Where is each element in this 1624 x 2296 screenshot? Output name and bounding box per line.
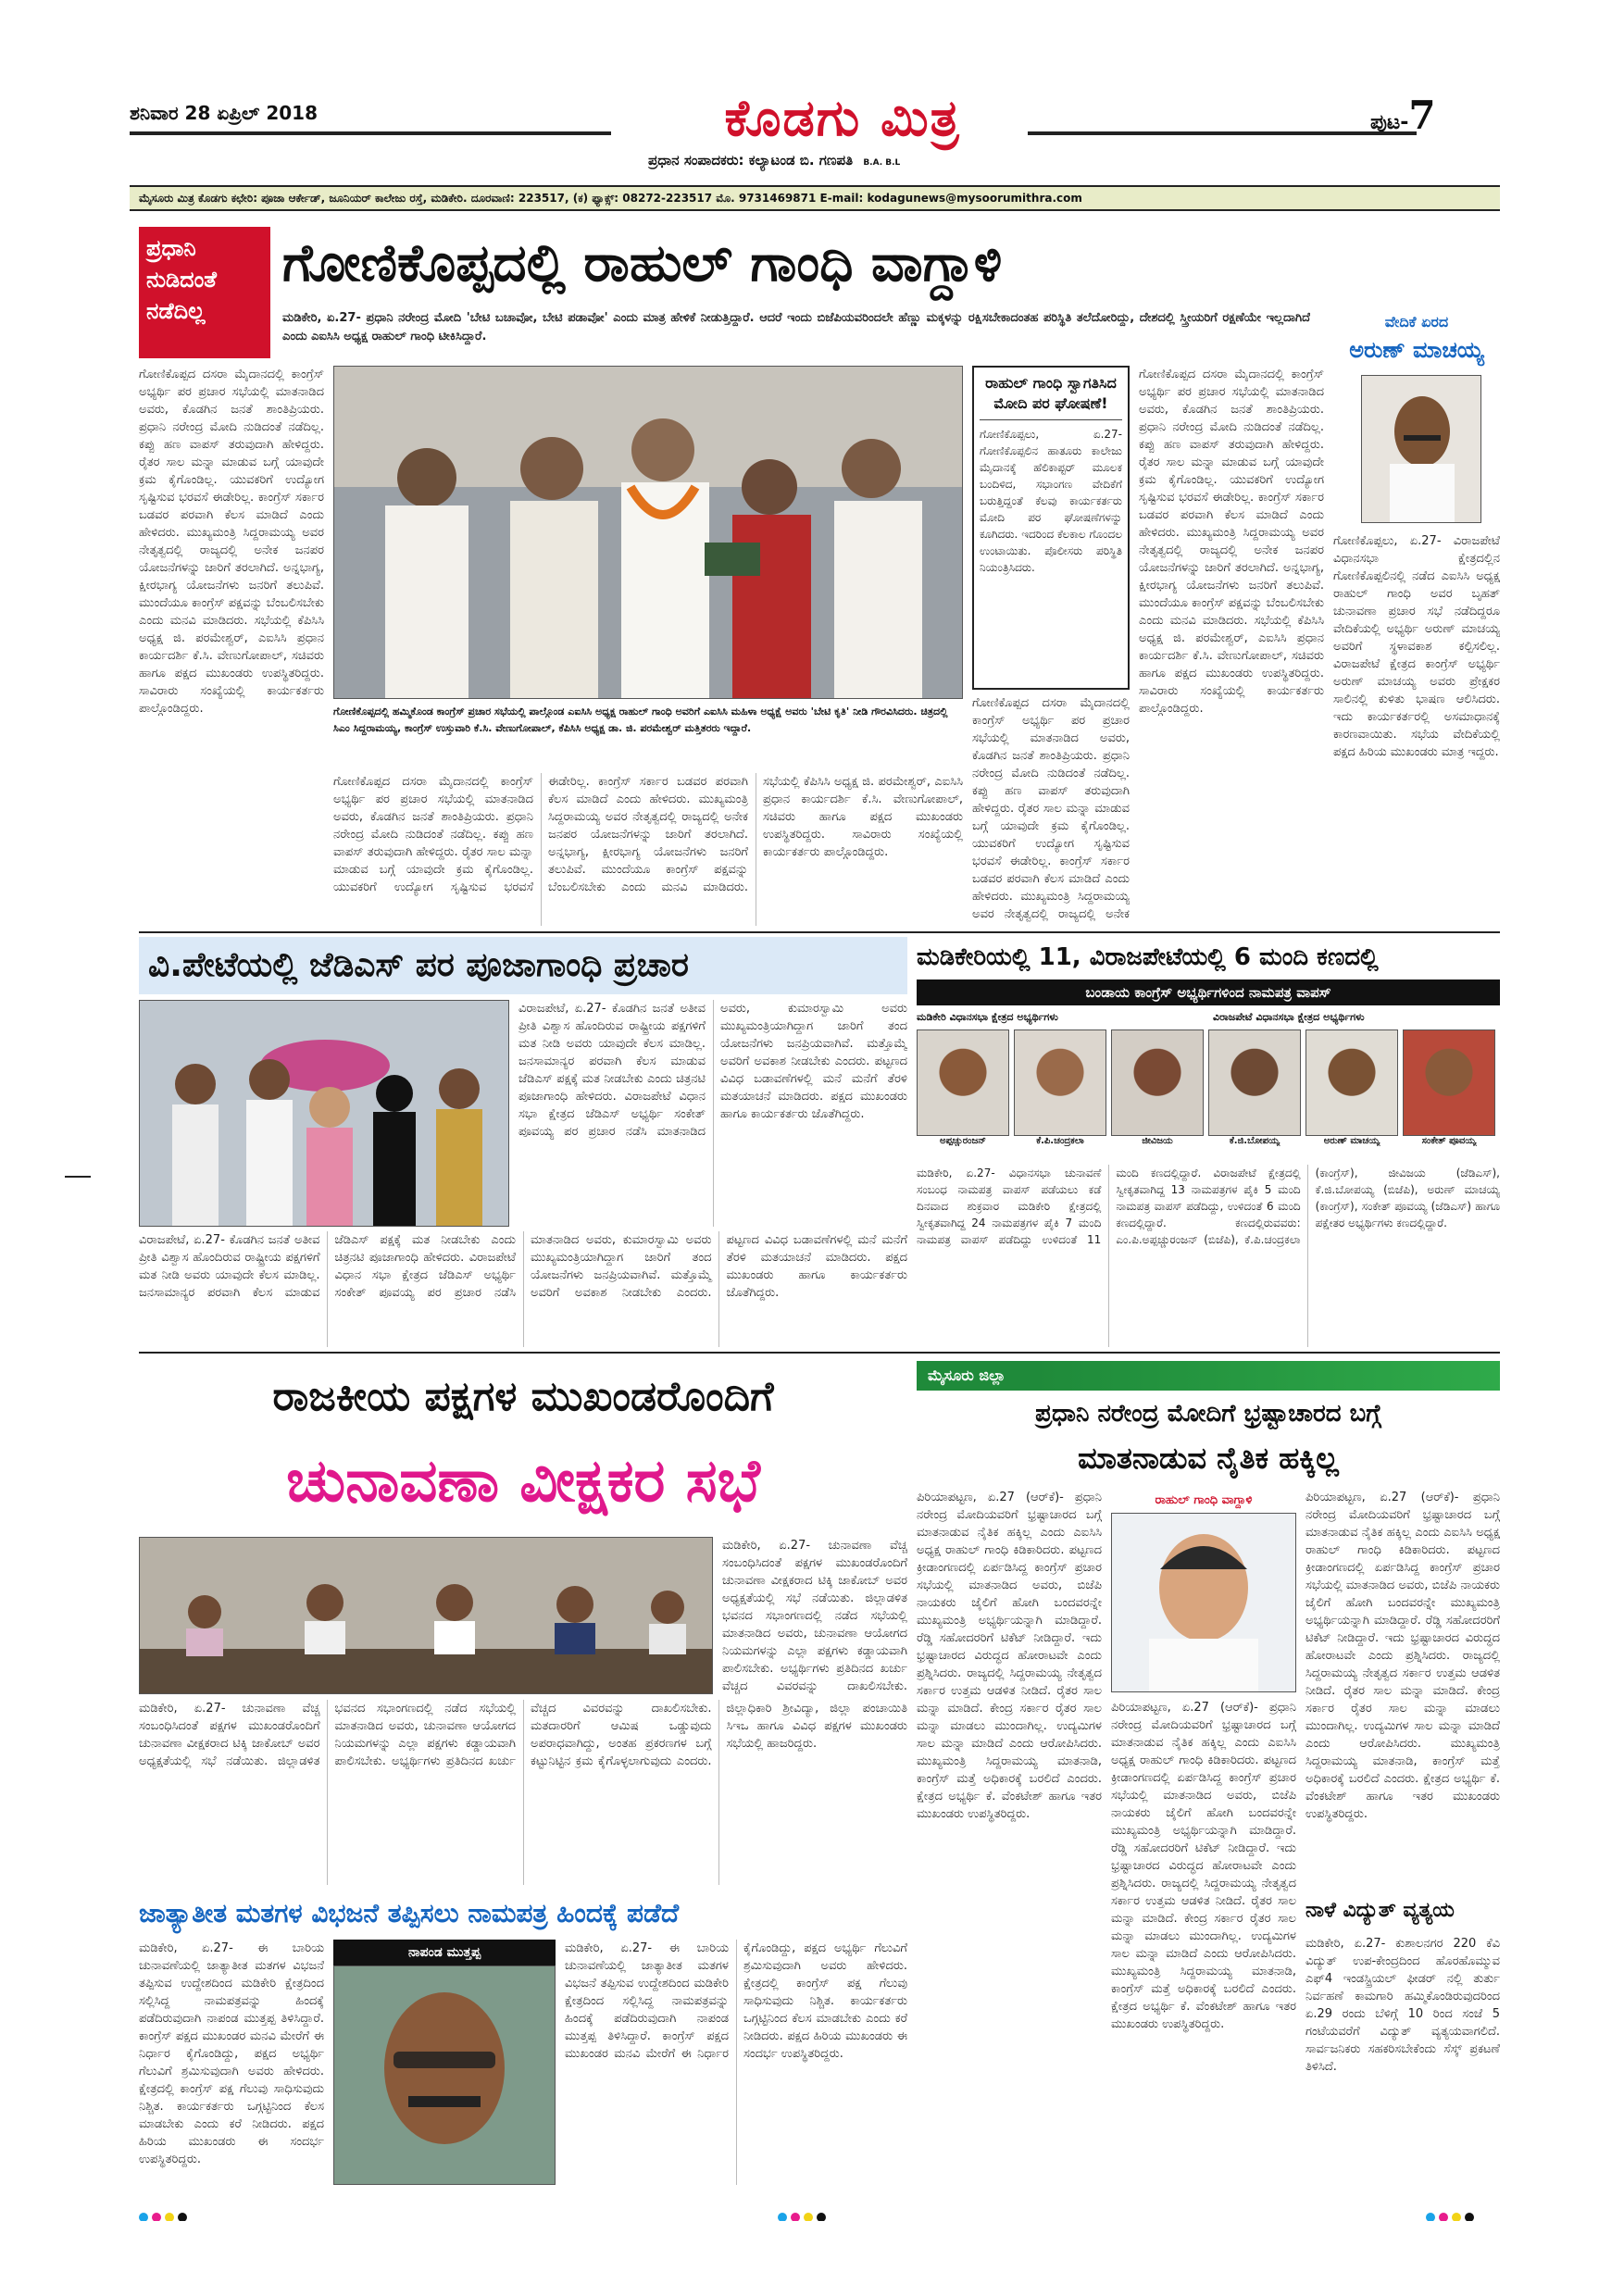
candidate-name: ಜೀವಿಜಯ	[1142, 1136, 1173, 1146]
masthead-rule-right	[1028, 131, 1417, 135]
candidate-card	[917, 1029, 1009, 1159]
observer-meeting-photo	[139, 1537, 713, 1694]
candidate-photo	[1014, 1029, 1106, 1136]
footer-marks-right	[1426, 2208, 1500, 2221]
footer-marks-center	[778, 2208, 852, 2221]
story5-body-bottom: ಮಡಿಕೇರಿ, ಏ.27- ಚುನಾವಣಾ ವೆಚ್ಚ ಸಂಬಂಧಿಸಿದಂತೆ ಪಕ್ಷಗಳ ಮುಖಂಡರೊಂದಿಗೆ ಚುನಾವಣಾ ವೀಕ್ಷಕರಾದ ಟಿಕ್ಕಿ ಜಾಕೋಬ್ ಅವರ ಅಧ್ಯಕ್ಷತೆಯಲ್ಲಿ ಸಭೆ ನಡೆಯಿತು. ಜಿಲ್ಲಾಡಳಿತ ಭವನದ ಸಭಾಂಗಣದಲ್ಲಿ ನಡೆದ ಸಭೆಯಲ್ಲಿ ಮಾತನಾಡಿದ ಅವರು, ಚುನಾವಣಾ ಆಯೋಗದ ನಿಯಮಗಳನ್ನು ಎಲ್ಲಾ ಪಕ್ಷಗಳು ಕಡ್ಡಾಯವಾಗಿ ಪಾಲಿಸಬೇಕು. ಅಭ್ಯರ್ಥಿಗಳು ಪ್ರತಿದಿನದ ಖರ್ಚು ವೆಚ್ಚದ ವಿವರವನ್ನು ದಾಖಲಿಸಬೇಕು. ಮತದಾರರಿಗೆ ಆಮಿಷ ಒಡ್ಡುವುದು ಅಪರಾಧವಾಗಿದ್ದು, ಅಂತಹ ಪ್ರಕರಣಗಳ ಬಗ್ಗೆ ಕಟ್ಟುನಿಟ್ಟಿನ ಕ್ರಮ ಕೈಗೊಳ್ಳಲಾಗುವುದು ಎಂದರು. ಜಿಲ್ಲಾಧಿಕಾರಿ ಶ್ರೀವಿದ್ಯಾ, ಜಿಲ್ಲಾ ಪಂಚಾಯಿತಿ ಸಿಇಒ ಹಾಗೂ ವಿವಿಧ ಪಕ್ಷಗಳ ಮುಖಂಡರು ಸಭೆಯಲ್ಲಿ ಹಾಜರಿದ್ದರು.	[139, 1702, 907, 1768]
story7-body-left: ಪಿರಿಯಾಪಟ್ಟಣ, ಏ.27 (ಆರ್‌ಕೆ)- ಪ್ರಧಾನಿ ನರೇಂದ್ರ ಮೋದಿಯವರಿಗೆ ಭ್ರಷ್ಟಾಚಾರದ ಬಗ್ಗೆ ಮಾತನಾಡುವ ನೈತಿಕ ಹಕ್ಕಿಲ್ಲ ಎಂದು ಎಐಸಿಸಿ ಅಧ್ಯಕ್ಷ ರಾಹುಲ್ ಗಾಂಧಿ ಕಿಡಿಕಾರಿದರು. ಪಟ್ಟಣದ ಕ್ರೀಡಾಂಗಣದಲ್ಲಿ ಏರ್ಪಡಿಸಿದ್ದ ಕಾಂಗ್ರೆಸ್ ಪ್ರಚಾರ ಸಭೆಯಲ್ಲಿ ಮಾತನಾಡಿದ ಅವರು, ಬಿಜೆಪಿ ನಾಯಕರು ಜೈಲಿಗೆ ಹೋಗಿ ಬಂದವರನ್ನೇ ಮುಖ್ಯಮಂತ್ರಿ ಅಭ್ಯರ್ಥಿಯನ್ನಾಗಿ ಮಾಡಿದ್ದಾರೆ. ರೆಡ್ಡಿ ಸಹೋದರರಿಗೆ ಟಿಕೆಟ್ ನೀಡಿದ್ದಾರೆ. ಇದು ಭ್ರಷ್ಟಾಚಾರದ ವಿರುದ್ಧದ ಹೋರಾಟವೇ ಎಂದು ಪ್ರಶ್ನಿಸಿದರು. ರಾಜ್ಯದಲ್ಲಿ ಸಿದ್ದರಾಮಯ್ಯ ನೇತೃತ್ವದ ಸರ್ಕಾರ ಉತ್ತಮ ಆಡಳಿತ ನೀಡಿದೆ. ರೈತರ ಸಾಲ ಮನ್ನಾ ಮಾಡಿದೆ. ಕೇಂದ್ರ ಸರ್ಕಾರ ರೈತರ ಸಾಲ ಮನ್ನಾ ಮಾಡಲು ಮುಂದಾಗಿಲ್ಲ. ಉದ್ಯಮಿಗಳ ಸಾಲ ಮನ್ನಾ ಮಾಡಿದೆ ಎಂದು ಆರೋಪಿಸಿದರು. ಮುಖ್ಯಮಂತ್ರಿ ಸಿದ್ದರಾಮಯ್ಯ ಮಾತನಾಡಿ, ಕಾಂಗ್ರೆಸ್ ಮತ್ತೆ ಅಧಿಕಾರಕ್ಕೆ ಬರಲಿದೆ ಎಂದರು. ಕ್ಷೇತ್ರದ ಅಭ್ಯರ್ಥಿ ಕೆ. ವೆಂಕಟೇಶ್ ಹಾಗೂ ಇತರ ಮುಖಂಡರು ಉಪಸ್ಥಿತರಿದ್ದರು.	[917, 1491, 1102, 1821]
story8-body: ಮಡಿಕೇರಿ, ಏ.27- ಕುಶಾಲನಗರ 220 ಕೆವಿ ವಿದ್ಯುತ್ ಉಪ-ಕೇಂದ್ರದಿಂದ ಹೊರಹೊಮ್ಮುವ ಎಫ್4 ಇಂಡಸ್ಟ್ರಿಯಲ್ ಫೀಡರ್ ನಲ್ಲಿ ತುರ್ತು ನಿರ್ವಹಣೆ ಕಾಮಗಾರಿ ಹಮ್ಮಿಕೊಂಡಿರುವುದರಿಂದ ಏ.29 ರಂದು ಬೆಳಿಗ್ಗೆ 10 ರಿಂದ ಸಂಜೆ 5 ಗಂಟೆಯವರೆಗೆ ವಿದ್ಯುತ್ ವ್ಯತ್ಯಯವಾಗಲಿದೆ. ಸಾರ್ವಜನಿಕರು ಸಹಕರಿಸಬೇಕೆಂದು ಸೆಸ್ಕ್ ಪ್ರಕಟಣೆ ತಿಳಿಸಿದೆ.	[1305, 1937, 1500, 2074]
candidate-card	[1111, 1029, 1204, 1159]
story5-body-right: ಮಡಿಕೇರಿ, ಏ.27- ಚುನಾವಣಾ ವೆಚ್ಚ ಸಂಬಂಧಿಸಿದಂತೆ ಪಕ್ಷಗಳ ಮುಖಂಡರೊಂದಿಗೆ ಚುನಾವಣಾ ವೀಕ್ಷಕರಾದ ಟಿಕ್ಕಿ ಜಾಕೋಬ್ ಅವರ ಅಧ್ಯಕ್ಷತೆಯಲ್ಲಿ ಸಭೆ ನಡೆಯಿತು. ಜಿಲ್ಲಾಡಳಿತ ಭವನದ ಸಭಾಂಗಣದಲ್ಲಿ ನಡೆದ ಸಭೆಯಲ್ಲಿ ಮಾತನಾಡಿದ ಅವರು, ಚುನಾವಣಾ ಆಯೋಗದ ನಿಯಮಗಳನ್ನು ಎಲ್ಲಾ ಪಕ್ಷಗಳು ಕಡ್ಡಾಯವಾಗಿ ಪಾಲಿಸಬೇಕು. ಅಭ್ಯರ್ಥಿಗಳು ಪ್ರತಿದಿನದ ಖರ್ಚು ವೆಚ್ಚದ ವಿವರವನ್ನು ದಾಖಲಿಸಬೇಕು.	[722, 1539, 907, 1693]
pooja-gandhi-photo	[139, 1000, 509, 1227]
masthead-editor	[648, 152, 1074, 174]
yellow-mark-icon	[804, 2213, 813, 2221]
cyan-mark-icon	[778, 2213, 787, 2221]
cyan-mark-icon	[139, 2213, 148, 2221]
candidate-name: ಕೆ.ಜಿ.ಬೋಪಯ್ಯ	[1229, 1136, 1280, 1146]
story2-body: ಗೋಣಿಕೊಪ್ಪಲು, ಏ.27- ವಿರಾಜಪೇಟೆ ವಿಧಾನಸಭಾ ಕ್ಷೇತ್ರದಲ್ಲಿನ ಗೋಣಿಕೊಪ್ಪಲಿನಲ್ಲಿ ನಡೆದ ಎಐಸಿಸಿ ಅಧ್ಯಕ್ಷ ರಾಹುಲ್ ಗಾಂಧಿ ಅವರ ಬೃಹತ್ ಚುನಾವಣಾ ಪ್ರಚಾರ ಸಭೆ ನಡೆದಿದ್ದರೂ ವೇದಿಕೆಯಲ್ಲಿ ಅಭ್ಯರ್ಥಿ ಅರುಣ್ ಮಾಚಯ್ಯ ಅವರಿಗೆ ಸ್ಥಳಾವಕಾಶ ಕಲ್ಪಿಸಲಿಲ್ಲ. ವಿರಾಜಪೇಟೆ ಕ್ಷೇತ್ರದ ಕಾಂಗ್ರೆಸ್ ಅಭ್ಯರ್ಥಿ ಅರುಣ್ ಮಾಚಯ್ಯ ಅವರು ಪ್ರೇಕ್ಷಕರ ಸಾಲಿನಲ್ಲಿ ಕುಳಿತು ಭಾಷಣ ಆಲಿಸಿದರು. ಇದು ಕಾರ್ಯಕರ್ತರಲ್ಲಿ ಅಸಮಾಧಾನಕ್ಕೆ ಕಾರಣವಾಯಿತು. ಸಭೆಯ ವೇದಿಕೆಯಲ್ಲಿ ಪಕ್ಷದ ಹಿರಿಯ ಮುಖಂಡರು ಮಾತ್ರ ಇದ್ದರು.	[1333, 534, 1500, 759]
story4-subhead: ಬಂಡಾಯ ಕಾಂಗ್ರೆಸ್ ಅಭ್ಯರ್ಥಿಗಳಿಂದ ನಾಮಪತ್ರ ವಾಪಸ್	[917, 980, 1500, 1005]
story1-tag: ಪ್ರಧಾನಿ ನುಡಿದಂತೆ ನಡೆದಿಲ್ಲ	[139, 227, 270, 358]
candidate-name: ಅರುಣ್ ಮಾಚಯ್ಯ	[1323, 1136, 1380, 1146]
candidate-photo	[1403, 1029, 1495, 1136]
story7-region-label: ಮೈಸೂರು ಜಿಲ್ಲಾ	[917, 1361, 1500, 1391]
story5-headline1: ರಾಜಕೀಯ ಪಕ್ಷಗಳ ಮುಖಂಡರೊಂದಿಗೆ	[272, 1373, 774, 1420]
candidate-photo	[1208, 1029, 1301, 1136]
footer-marks-left	[139, 2208, 213, 2221]
candidate-photo	[1305, 1029, 1398, 1136]
story6-body-left: ಮಡಿಕೇರಿ, ಏ.27- ಈ ಬಾರಿಯ ಚುನಾವಣೆಯಲ್ಲಿ ಜಾತ್ಯಾತೀತ ಮತಗಳ ವಿಭಜನೆ ತಪ್ಪಿಸುವ ಉದ್ದೇಶದಿಂದ ಮಡಿಕೇರಿ ಕ್ಷೇತ್ರದಿಂದ ಸಲ್ಲಿಸಿದ್ದ ನಾಮಪತ್ರವನ್ನು ಹಿಂದಕ್ಕೆ ಪಡೆದಿರುವುದಾಗಿ ನಾಪಂಡ ಮುತ್ತಪ್ಪ ತಿಳಿಸಿದ್ದಾರೆ. ಕಾಂಗ್ರೆಸ್ ಪಕ್ಷದ ಮುಖಂಡರ ಮನವಿ ಮೇರೆಗೆ ಈ ನಿರ್ಧಾರ ಕೈಗೊಂಡಿದ್ದು, ಪಕ್ಷದ ಅಭ್ಯರ್ಥಿ ಗೆಲುವಿಗೆ ಶ್ರಮಿಸುವುದಾಗಿ ಅವರು ಹೇಳಿದರು. ಕ್ಷೇತ್ರದಲ್ಲಿ ಕಾಂಗ್ರೆಸ್ ಪಕ್ಷ ಗೆಲುವು ಸಾಧಿಸುವುದು ನಿಶ್ಚಿತ. ಕಾರ್ಯಕರ್ತರು ಒಗ್ಗಟ್ಟಿನಿಂದ ಕೆಲಸ ಮಾಡಬೇಕು ಎಂದು ಕರೆ ನೀಡಿದರು. ಪಕ್ಷದ ಹಿರಿಯ ಮುಖಂಡರು ಈ ಸಂದರ್ಭ ಉಪಸ್ಥಿತರಿದ್ದರು.	[139, 1941, 324, 2166]
cyan-mark-icon	[1426, 2213, 1435, 2221]
candidate-strip	[917, 1029, 1500, 1159]
crop-mark	[65, 1176, 91, 1178]
candidate-card	[1403, 1029, 1495, 1159]
story1-body-under-photo: ಗೋಣಿಕೊಪ್ಪದ ದಸರಾ ಮೈದಾನದಲ್ಲಿ ಕಾಂಗ್ರೆಸ್ ಅಭ್ಯರ್ಥಿ ಪರ ಪ್ರಚಾರ ಸಭೆಯಲ್ಲಿ ಮಾತನಾಡಿದ ಅವರು, ಕೊಡಗಿನ ಜನತೆ ಶಾಂತಿಪ್ರಿಯರು. ಪ್ರಧಾನಿ ನರೇಂದ್ರ ಮೋದಿ ನುಡಿದಂತೆ ನಡೆದಿಲ್ಲ. ಕಪ್ಪು ಹಣ ವಾಪಸ್ ತರುವುದಾಗಿ ಹೇಳಿದ್ದರು. ರೈತರ ಸಾಲ ಮನ್ನಾ ಮಾಡುವ ಬಗ್ಗೆ ಯಾವುದೇ ಕ್ರಮ ಕೈಗೊಂಡಿಲ್ಲ. ಯುವಕರಿಗೆ ಉದ್ಯೋಗ ಸೃಷ್ಟಿಸುವ ಭರವಸೆ ಈಡೇರಿಲ್ಲ. ಕಾಂಗ್ರೆಸ್ ಸರ್ಕಾರ ಬಡವರ ಪರವಾಗಿ ಕೆಲಸ ಮಾಡಿದೆ ಎಂದು ಹೇಳಿದರು. ಮುಖ್ಯಮಂತ್ರಿ ಸಿದ್ದರಾಮಯ್ಯ ಅವರ ನೇತೃತ್ವದಲ್ಲಿ ರಾಜ್ಯದಲ್ಲಿ ಅನೇಕ ಜನಪರ ಯೋಜನೆಗಳನ್ನು ಜಾರಿಗೆ ತರಲಾಗಿದೆ. ಅನ್ನಭಾಗ್ಯ, ಕ್ಷೀರಭಾಗ್ಯ ಯೋಜನೆಗಳು ಜನರಿಗೆ ತಲುಪಿವೆ. ಮುಂದೆಯೂ ಕಾಂಗ್ರೆಸ್ ಪಕ್ಷವನ್ನು ಬೆಂಬಲಿಸಬೇಕು ಎಂದು ಮನವಿ ಮಾಡಿದರು. ಸಭೆಯಲ್ಲಿ ಕೆಪಿಸಿಸಿ ಅಧ್ಯಕ್ಷ ಜಿ. ಪರಮೇಶ್ವರ್, ಎಐಸಿಸಿ ಪ್ರಧಾನ ಕಾರ್ಯದರ್ಶಿ ಕೆ.ಸಿ. ವೇಣುಗೋಪಾಲ್, ಸಚಿವರು ಹಾಗೂ ಪಕ್ಷದ ಮುಖಂಡರು ಉಪಸ್ಥಿತರಿದ್ದರು. ಸಾವಿರಾರು ಸಂಖ್ಯೆಯಲ್ಲಿ ಕಾರ್ಯಕರ್ತರು ಪಾಲ್ಗೊಂಡಿದ್ದರು.	[333, 775, 963, 894]
napanda-muthappa-portrait	[334, 1966, 555, 2184]
story6-headline: ಜಾತ್ಯಾತೀತ ಮತಗಳ ವಿಭಜನೆ ತಪ್ಪಿಸಲು ನಾಮಪತ್ರ ಹಿಂದಕ್ಕೆ ಪಡೆದೆ	[139, 1898, 680, 1928]
story1-body-right2: ಗೋಣಿಕೊಪ್ಪದ ದಸರಾ ಮೈದಾನದಲ್ಲಿ ಕಾಂಗ್ರೆಸ್ ಅಭ್ಯರ್ಥಿ ಪರ ಪ್ರಚಾರ ಸಭೆಯಲ್ಲಿ ಮಾತನಾಡಿದ ಅವರು, ಕೊಡಗಿನ ಜನತೆ ಶಾಂತಿಪ್ರಿಯರು. ಪ್ರಧಾನಿ ನರೇಂದ್ರ ಮೋದಿ ನುಡಿದಂತೆ ನಡೆದಿಲ್ಲ. ಕಪ್ಪು ಹಣ ವಾಪಸ್ ತರುವುದಾಗಿ ಹೇಳಿದ್ದರು. ರೈತರ ಸಾಲ ಮನ್ನಾ ಮಾಡುವ ಬಗ್ಗೆ ಯಾವುದೇ ಕ್ರಮ ಕೈಗೊಂಡಿಲ್ಲ. ಯುವಕರಿಗೆ ಉದ್ಯೋಗ ಸೃಷ್ಟಿಸುವ ಭರವಸೆ ಈಡೇರಿಲ್ಲ. ಕಾಂಗ್ರೆಸ್ ಸರ್ಕಾರ ಬಡವರ ಪರವಾಗಿ ಕೆಲಸ ಮಾಡಿದೆ ಎಂದು ಹೇಳಿದರು. ಮುಖ್ಯಮಂತ್ರಿ ಸಿದ್ದರಾಮಯ್ಯ ಅವರ ನೇತೃತ್ವದಲ್ಲಿ ರಾಜ್ಯದಲ್ಲಿ ಅನೇಕ ಜನಪರ ಯೋಜನೆಗಳನ್ನು ಜಾರಿಗೆ ತರಲಾಗಿದೆ. ಅನ್ನಭಾಗ್ಯ, ಕ್ಷೀರಭಾಗ್ಯ ಯೋಜನೆಗಳು ಜನರಿಗೆ ತಲುಪಿವೆ. ಮುಂದೆಯೂ ಕಾಂಗ್ರೆಸ್ ಪಕ್ಷವನ್ನು ಬೆಂಬಲಿಸಬೇಕು ಎಂದು ಮನವಿ ಮಾಡಿದರು. ಸಭೆಯಲ್ಲಿ ಕೆಪಿಸಿಸಿ ಅಧ್ಯಕ್ಷ ಜಿ. ಪರಮೇಶ್ವರ್, ಎಐಸಿಸಿ ಪ್ರಧಾನ ಕಾರ್ಯದರ್ಶಿ ಕೆ.ಸಿ. ವೇಣುಗೋಪಾಲ್, ಸಚಿವರು ಹಾಗೂ ಪಕ್ಷದ ಮುಖಂಡರು ಉಪಸ್ಥಿತರಿದ್ದರು. ಸಾವಿರಾರು ಸಂಖ್ಯೆಯಲ್ಲಿ ಕಾರ್ಯಕರ್ತರು ಪಾಲ್ಗೊಂಡಿದ್ದರು.	[1139, 368, 1324, 716]
address-bar: ಮೈಸೂರು ಮಿತ್ರ ಕೊಡಗು ಕಛೇರಿ: ಪೂಜಾ ಆರ್ಕೇಡ್, ಜೂನಿಯರ್ ಕಾಲೇಜು ರಸ್ತೆ, ಮಡಿಕೇರಿ. ದೂರವಾಣಿ: 223517, (ಕ) ಫ್ಯಾಕ್ಸ್: 08272-223517 ಮೊ. 9731469871 E-mail: kodagunews@mysoorumithra.com	[130, 185, 1500, 211]
black-mark-icon	[817, 2213, 826, 2221]
magenta-mark-icon	[1439, 2213, 1448, 2221]
editor-degree: B.A. B.L	[863, 158, 901, 168]
story2-headline: ಅರುಣ್ ಮಾಚಯ್ಯ	[1349, 337, 1484, 363]
candidate-card	[1014, 1029, 1106, 1159]
rahul-rally-illustration	[334, 367, 963, 699]
candidate-photo	[1111, 1029, 1204, 1136]
observer-meeting-illustration	[140, 1538, 713, 1694]
candidate-name: ಸಂಕೇತ್ ಪೂವಯ್ಯ	[1421, 1136, 1477, 1146]
sidebox-body: ಗೋಣಿಕೊಪ್ಪಲು, ಏ.27- ಗೋಣಿಕೊಪ್ಪಲಿನ ಹಾತೂರು ಕಾಲೇಜು ಮೈದಾನಕ್ಕೆ ಹೆಲಿಕಾಪ್ಟರ್ ಮೂಲಕ ಬಂದಿಳಿದ, ಸಭಾಂಗಣ ವೇದಿಕೆಗೆ ಬರುತ್ತಿದ್ದಂತೆ ಕೆಲವು ಕಾರ್ಯಕರ್ತರು ಮೋದಿ ಪರ ಘೋಷಣೆಗಳನ್ನು ಕೂಗಿದರು. ಇದರಿಂದ ಕೆಲಕಾಲ ಗೊಂದಲ ಉಂಟಾಯಿತು. ಪೊಲೀಸರು ಪರಿಸ್ಥಿತಿ ನಿಯಂತ್ರಿಸಿದರು.	[980, 428, 1122, 574]
candidate-name: ಅಪ್ಪಚ್ಚುರಂಜನ್	[939, 1136, 986, 1146]
page-label: ಪುಟ-	[1370, 111, 1409, 134]
rule-row1	[139, 931, 1500, 933]
magenta-mark-icon	[791, 2213, 800, 2221]
masthead-title: ಕೊಡಗು ಮಿತ್ರ	[724, 89, 961, 147]
page-number-value: 7	[1408, 93, 1436, 138]
arun-machaiah-photo	[1361, 375, 1481, 523]
candidate-photo	[917, 1029, 1009, 1136]
black-mark-icon	[1465, 2213, 1474, 2221]
story7-photo-box	[1111, 1489, 1296, 1692]
pooja-gandhi-illustration	[140, 1001, 509, 1227]
candidate-card	[1208, 1029, 1301, 1159]
story2-kicker: ವೇದಿಕೆ ಏರದ	[1384, 313, 1449, 331]
story7-body-right: ಪಿರಿಯಾಪಟ್ಟಣ, ಏ.27 (ಆರ್‌ಕೆ)- ಪ್ರಧಾನಿ ನರೇಂದ್ರ ಮೋದಿಯವರಿಗೆ ಭ್ರಷ್ಟಾಚಾರದ ಬಗ್ಗೆ ಮಾತನಾಡುವ ನೈತಿಕ ಹಕ್ಕಿಲ್ಲ ಎಂದು ಎಐಸಿಸಿ ಅಧ್ಯಕ್ಷ ರಾಹುಲ್ ಗಾಂಧಿ ಕಿಡಿಕಾರಿದರು. ಪಟ್ಟಣದ ಕ್ರೀಡಾಂಗಣದಲ್ಲಿ ಏರ್ಪಡಿಸಿದ್ದ ಕಾಂಗ್ರೆಸ್ ಪ್ರಚಾರ ಸಭೆಯಲ್ಲಿ ಮಾತನಾಡಿದ ಅವರು, ಬಿಜೆಪಿ ನಾಯಕರು ಜೈಲಿಗೆ ಹೋಗಿ ಬಂದವರನ್ನೇ ಮುಖ್ಯಮಂತ್ರಿ ಅಭ್ಯರ್ಥಿಯನ್ನಾಗಿ ಮಾಡಿದ್ದಾರೆ. ರೆಡ್ಡಿ ಸಹೋದರರಿಗೆ ಟಿಕೆಟ್ ನೀಡಿದ್ದಾರೆ. ಇದು ಭ್ರಷ್ಟಾಚಾರದ ವಿರುದ್ಧದ ಹೋರಾಟವೇ ಎಂದು ಪ್ರಶ್ನಿಸಿದರು. ರಾಜ್ಯದಲ್ಲಿ ಸಿದ್ದರಾಮಯ್ಯ ನೇತೃತ್ವದ ಸರ್ಕಾರ ಉತ್ತಮ ಆಡಳಿತ ನೀಡಿದೆ. ರೈತರ ಸಾಲ ಮನ್ನಾ ಮಾಡಿದೆ. ಕೇಂದ್ರ ಸರ್ಕಾರ ರೈತರ ಸಾಲ ಮನ್ನಾ ಮಾಡಲು ಮುಂದಾಗಿಲ್ಲ. ಉದ್ಯಮಿಗಳ ಸಾಲ ಮನ್ನಾ ಮಾಡಿದೆ ಎಂದು ಆರೋಪಿಸಿದರು. ಮುಖ್ಯಮಂತ್ರಿ ಸಿದ್ದರಾಮಯ್ಯ ಮಾತನಾಡಿ, ಕಾಂಗ್ರೆಸ್ ಮತ್ತೆ ಅಧಿಕಾರಕ್ಕೆ ಬರಲಿದೆ ಎಂದರು. ಕ್ಷೇತ್ರದ ಅಭ್ಯರ್ಥಿ ಕೆ. ವೆಂಕಟೇಶ್ ಹಾಗೂ ಇತರ ಮುಖಂಡರು ಉಪಸ್ಥಿತರಿದ್ದರು.	[1305, 1491, 1500, 1821]
story6-photo-box	[333, 1940, 556, 2185]
story1-lead: ಮಡಿಕೇರಿ, ಏ.27- ಪ್ರಧಾನಿ ನರೇಂದ್ರ ಮೋದಿ 'ಬೇಟಿ ಬಚಾವೋ, ಬೇಟಿ ಪಡಾವೋ' ಎಂದು ಮಾತ್ರ ಹೇಳಿಕೆ ನೀಡುತ್ತಿದ್ದಾರೆ. ಆದರೆ ಇಂದು ಬಿಜೆಪಿಯವರಿಂದಲೇ ಹೆಣ್ಣು ಮಕ್ಕಳನ್ನು ರಕ್ಷಿಸಬೇಕಾದಂತಹ ಪರಿಸ್ಥಿತಿ ತಲೆದೋರಿದ್ದು, ದೇಶದಲ್ಲಿ ಸ್ತ್ರೀಯರಿಗೆ ರಕ್ಷಣೆಯೇ ಇಲ್ಲದಾಗಿದೆ ಎಂದು ಎಐಸಿಸಿ ಅಧ್ಯಕ್ಷ ರಾಹುಲ್ ಗಾಂಧಿ ಟೀಕಿಸಿದ್ದಾರೆ.	[282, 311, 1310, 343]
story8-headline: ನಾಳೆ ವಿದ್ಯುತ್ ವ್ಯತ್ಯಯ	[1305, 1899, 1455, 1922]
rahul-gandhi-portrait	[1112, 1514, 1295, 1691]
candidate-name: ಕೆ.ಪಿ.ಚಂದ್ರಕಲಾ	[1036, 1136, 1084, 1146]
story6-photo-label: ನಾಪಂಡ ಮುತ್ತಪ್ಪ	[333, 1940, 556, 1965]
candidate-card	[1305, 1029, 1398, 1159]
rahul-rally-photo	[333, 366, 963, 699]
story7-photo-label: ರಾಹುಲ್ ಗಾಂಧಿ ವಾಗ್ದಾಳಿ	[1155, 1493, 1253, 1507]
story3-body-right: ವಿರಾಜಪೇಟೆ, ಏ.27- ಕೊಡಗಿನ ಜನತೆ ಅತೀವ ಪ್ರೀತಿ ವಿಶ್ವಾಸ ಹೊಂದಿರುವ ರಾಷ್ಟ್ರೀಯ ಪಕ್ಷಗಳಿಗೆ ಮತ ನೀಡಿ ಅವರು ಯಾವುದೇ ಕೆಲಸ ಮಾಡಿಲ್ಲ. ಜನಸಾಮಾನ್ಯರ ಪರವಾಗಿ ಕೆಲಸ ಮಾಡುವ ಜೆಡಿಎಸ್ ಪಕ್ಷಕ್ಕೆ ಮತ ನೀಡಬೇಕು ಎಂದು ಚಿತ್ರನಟಿ ಪೂಜಾಗಾಂಧಿ ಹೇಳಿದರು. ವಿರಾಜಪೇಟೆ ವಿಧಾನ ಸಭಾ ಕ್ಷೇತ್ರದ ಜೆಡಿಎಸ್ ಅಭ್ಯರ್ಥಿ ಸಂಕೇತ್ ಪೂವಯ್ಯ ಪರ ಪ್ರಚಾರ ನಡೆಸಿ ಮಾತನಾಡಿದ ಅವರು, ಕುಮಾರಸ್ವಾಮಿ ಅವರು ಮುಖ್ಯಮಂತ್ರಿಯಾಗಿದ್ದಾಗ ಜಾರಿಗೆ ತಂದ ಯೋಜನೆಗಳು ಜನಪ್ರಿಯವಾಗಿವೆ. ಮತ್ತೊಮ್ಮೆ ಅವರಿಗೆ ಅವಕಾಶ ನೀಡಬೇಕು ಎಂದರು. ಪಟ್ಟಣದ ವಿವಿಧ ಬಡಾವಣೆಗಳಲ್ಲಿ ಮನೆ ಮನೆಗೆ ತೆರಳಿ ಮತಯಾಚನೆ ಮಾಡಿದರು. ಪಕ್ಷದ ಮುಖಂಡರು ಹಾಗೂ ಕಾರ್ಯಕರ್ತರು ಜೊತೆಗಿದ್ದರು.	[518, 1002, 907, 1139]
yellow-mark-icon	[1452, 2213, 1461, 2221]
story1-sidebox	[972, 366, 1130, 690]
page-number	[1370, 93, 1500, 139]
story3-body-bottom: ವಿರಾಜಪೇಟೆ, ಏ.27- ಕೊಡಗಿನ ಜನತೆ ಅತೀವ ಪ್ರೀತಿ ವಿಶ್ವಾಸ ಹೊಂದಿರುವ ರಾಷ್ಟ್ರೀಯ ಪಕ್ಷಗಳಿಗೆ ಮತ ನೀಡಿ ಅವರು ಯಾವುದೇ ಕೆಲಸ ಮಾಡಿಲ್ಲ. ಜನಸಾಮಾನ್ಯರ ಪರವಾಗಿ ಕೆಲಸ ಮಾಡುವ ಜೆಡಿಎಸ್ ಪಕ್ಷಕ್ಕೆ ಮತ ನೀಡಬೇಕು ಎಂದು ಚಿತ್ರನಟಿ ಪೂಜಾಗಾಂಧಿ ಹೇಳಿದರು. ವಿರಾಜಪೇಟೆ ವಿಧಾನ ಸಭಾ ಕ್ಷೇತ್ರದ ಜೆಡಿಎಸ್ ಅಭ್ಯರ್ಥಿ ಸಂಕೇತ್ ಪೂವಯ್ಯ ಪರ ಪ್ರಚಾರ ನಡೆಸಿ ಮಾತನಾಡಿದ ಅವರು, ಕುಮಾರಸ್ವಾಮಿ ಅವರು ಮುಖ್ಯಮಂತ್ರಿಯಾಗಿದ್ದಾಗ ಜಾರಿಗೆ ತಂದ ಯೋಜನೆಗಳು ಜನಪ್ರಿಯವಾಗಿವೆ. ಮತ್ತೊಮ್ಮೆ ಅವರಿಗೆ ಅವಕಾಶ ನೀಡಬೇಕು ಎಂದರು. ಪಟ್ಟಣದ ವಿವಿಧ ಬಡಾವಣೆಗಳಲ್ಲಿ ಮನೆ ಮನೆಗೆ ತೆರಳಿ ಮತಯಾಚನೆ ಮಾಡಿದರು. ಪಕ್ಷದ ಮುಖಂಡರು ಹಾಗೂ ಕಾರ್ಯಕರ್ತರು ಜೊತೆಗಿದ್ದರು.	[139, 1233, 907, 1300]
story3-headline: ವಿ.ಪೇಟೆಯಲ್ಲಿ ಜೆಡಿಎಸ್ ಪರ ಪೂಜಾಗಾಂಧಿ ಪ್ರಚಾರ	[139, 937, 907, 994]
rule-row2	[139, 1352, 1500, 1354]
story7-headline2: ಮಾತನಾಡುವ ನೈತಿಕ ಹಕ್ಕಿಲ್ಲ	[1078, 1441, 1339, 1476]
story4-body: ಮಡಿಕೇರಿ, ಏ.27- ವಿಧಾನಸಭಾ ಚುನಾವಣೆ ಸಂಬಂಧ ನಾಮಪತ್ರ ವಾಪಸ್ ಪಡೆಯಲು ಕಡೆ ದಿನವಾದ ಶುಕ್ರವಾರ ಮಡಿಕೇರಿ ಕ್ಷೇತ್ರದಲ್ಲಿ ಸ್ವೀಕೃತವಾಗಿದ್ದ 24 ನಾಮಪತ್ರಗಳ ಪೈಕಿ 7 ಮಂದಿ ನಾಮಪತ್ರ ವಾಪಸ್ ಪಡೆದಿದ್ದು ಉಳಿದಂತೆ 11 ಮಂದಿ ಕಣದಲ್ಲಿದ್ದಾರೆ. ವಿರಾಜಪೇಟೆ ಕ್ಷೇತ್ರದಲ್ಲಿ ಸ್ವೀಕೃತವಾಗಿದ್ದ 13 ನಾಮಪತ್ರಗಳ ಪೈಕಿ 5 ಮಂದಿ ನಾಮಪತ್ರ ವಾಪಸ್ ಪಡೆದಿದ್ದು, ಉಳಿದಂತೆ 6 ಮಂದಿ ಕಣದಲ್ಲಿದ್ದಾರೆ. ಕಣದಲ್ಲಿರುವವರು: ಎಂ.ಪಿ.ಅಪ್ಪಚ್ಚುರಂಜನ್ (ಬಿಜೆಪಿ), ಕೆ.ಪಿ.ಚಂದ್ರಕಲಾ (ಕಾಂಗ್ರೆಸ್), ಜೀವಿಜಯ (ಜೆಡಿಎಸ್), ಕೆ.ಜಿ.ಬೋಪಯ್ಯ (ಬಿಜೆಪಿ), ಅರುಣ್ ಮಾಚಯ್ಯ (ಕಾಂಗ್ರೆಸ್), ಸಂಕೇತ್ ಪೂವಯ್ಯ (ಜೆಡಿಎಸ್) ಹಾಗೂ ಪಕ್ಷೇತರ ಅಭ್ಯರ್ಥಿಗಳು ಕಣದಲ್ಲಿದ್ದಾರೆ.	[917, 1167, 1500, 1246]
napanda-muthappa-photo	[333, 1965, 556, 2185]
story4-left-label: ಮಡಿಕೇರಿ ವಿಧಾನಸಭಾ ಕ್ಷೇತ್ರದ ಅಭ್ಯರ್ಥಿಗಳು	[917, 1011, 1058, 1023]
story1-body-left: ಗೋಣಿಕೊಪ್ಪದ ದಸರಾ ಮೈದಾನದಲ್ಲಿ ಕಾಂಗ್ರೆಸ್ ಅಭ್ಯರ್ಥಿ ಪರ ಪ್ರಚಾರ ಸಭೆಯಲ್ಲಿ ಮಾತನಾಡಿದ ಅವರು, ಕೊಡಗಿನ ಜನತೆ ಶಾಂತಿಪ್ರಿಯರು. ಪ್ರಧಾನಿ ನರೇಂದ್ರ ಮೋದಿ ನುಡಿದಂತೆ ನಡೆದಿಲ್ಲ. ಕಪ್ಪು ಹಣ ವಾಪಸ್ ತರುವುದಾಗಿ ಹೇಳಿದ್ದರು. ರೈತರ ಸಾಲ ಮನ್ನಾ ಮಾಡುವ ಬಗ್ಗೆ ಯಾವುದೇ ಕ್ರಮ ಕೈಗೊಂಡಿಲ್ಲ. ಯುವಕರಿಗೆ ಉದ್ಯೋಗ ಸೃಷ್ಟಿಸುವ ಭರವಸೆ ಈಡೇರಿಲ್ಲ. ಕಾಂಗ್ರೆಸ್ ಸರ್ಕಾರ ಬಡವರ ಪರವಾಗಿ ಕೆಲಸ ಮಾಡಿದೆ ಎಂದು ಹೇಳಿದರು. ಮುಖ್ಯಮಂತ್ರಿ ಸಿದ್ದರಾಮಯ್ಯ ಅವರ ನೇತೃತ್ವದಲ್ಲಿ ರಾಜ್ಯದಲ್ಲಿ ಅನೇಕ ಜನಪರ ಯೋಜನೆಗಳನ್ನು ಜಾರಿಗೆ ತರಲಾಗಿದೆ. ಅನ್ನಭಾಗ್ಯ, ಕ್ಷೀರಭಾಗ್ಯ ಯೋಜನೆಗಳು ಜನರಿಗೆ ತಲುಪಿವೆ. ಮುಂದೆಯೂ ಕಾಂಗ್ರೆಸ್ ಪಕ್ಷವನ್ನು ಬೆಂಬಲಿಸಬೇಕು ಎಂದು ಮನವಿ ಮಾಡಿದರು. ಸಭೆಯಲ್ಲಿ ಕೆಪಿಸಿಸಿ ಅಧ್ಯಕ್ಷ ಜಿ. ಪರಮೇಶ್ವರ್, ಎಐಸಿಸಿ ಪ್ರಧಾನ ಕಾರ್ಯದರ್ಶಿ ಕೆ.ಸಿ. ವೇಣುಗೋಪಾಲ್, ಸಚಿವರು ಹಾಗೂ ಪಕ್ಷದ ಮುಖಂಡರು ಉಪಸ್ಥಿತರಿದ್ದರು. ಸಾವಿರಾರು ಸಂಖ್ಯೆಯಲ್ಲಿ ಕಾರ್ಯಕರ್ತರು ಪಾಲ್ಗೊಂಡಿದ್ದರು.	[139, 368, 324, 716]
story4-right-label: ವಿರಾಜಪೇಟೆ ವಿಧಾನಸಭಾ ಕ್ಷೇತ್ರದ ಅಭ್ಯರ್ಥಿಗಳು	[1213, 1011, 1365, 1023]
editor-name: ಪ್ರಧಾನ ಸಂಪಾದಕರು: ಕಲ್ಯಾಟಂಡ ಬಿ. ಗಣಪತಿ	[648, 152, 854, 168]
sidebox-title: ರಾಹುಲ್ ಗಾಂಧಿ ಸ್ವಾಗತಿಸಿದ ಮೋದಿ ಪರ ಘೋಷಣೆ!	[980, 373, 1122, 420]
story7-body-mid: ಪಿರಿಯಾಪಟ್ಟಣ, ಏ.27 (ಆರ್‌ಕೆ)- ಪ್ರಧಾನಿ ನರೇಂದ್ರ ಮೋದಿಯವರಿಗೆ ಭ್ರಷ್ಟಾಚಾರದ ಬಗ್ಗೆ ಮಾತನಾಡುವ ನೈತಿಕ ಹಕ್ಕಿಲ್ಲ ಎಂದು ಎಐಸಿಸಿ ಅಧ್ಯಕ್ಷ ರಾಹುಲ್ ಗಾಂಧಿ ಕಿಡಿಕಾರಿದರು. ಪಟ್ಟಣದ ಕ್ರೀಡಾಂಗಣದಲ್ಲಿ ಏರ್ಪಡಿಸಿದ್ದ ಕಾಂಗ್ರೆಸ್ ಪ್ರಚಾರ ಸಭೆಯಲ್ಲಿ ಮಾತನಾಡಿದ ಅವರು, ಬಿಜೆಪಿ ನಾಯಕರು ಜೈಲಿಗೆ ಹೋಗಿ ಬಂದವರನ್ನೇ ಮುಖ್ಯಮಂತ್ರಿ ಅಭ್ಯರ್ಥಿಯನ್ನಾಗಿ ಮಾಡಿದ್ದಾರೆ. ರೆಡ್ಡಿ ಸಹೋದರರಿಗೆ ಟಿಕೆಟ್ ನೀಡಿದ್ದಾರೆ. ಇದು ಭ್ರಷ್ಟಾಚಾರದ ವಿರುದ್ಧದ ಹೋರಾಟವೇ ಎಂದು ಪ್ರಶ್ನಿಸಿದರು. ರಾಜ್ಯದಲ್ಲಿ ಸಿದ್ದರಾಮಯ್ಯ ನೇತೃತ್ವದ ಸರ್ಕಾರ ಉತ್ತಮ ಆಡಳಿತ ನೀಡಿದೆ. ರೈತರ ಸಾಲ ಮನ್ನಾ ಮಾಡಿದೆ. ಕೇಂದ್ರ ಸರ್ಕಾರ ರೈತರ ಸಾಲ ಮನ್ನಾ ಮಾಡಲು ಮುಂದಾಗಿಲ್ಲ. ಉದ್ಯಮಿಗಳ ಸಾಲ ಮನ್ನಾ ಮಾಡಿದೆ ಎಂದು ಆರೋಪಿಸಿದರು. ಮುಖ್ಯಮಂತ್ರಿ ಸಿದ್ದರಾಮಯ್ಯ ಮಾತನಾಡಿ, ಕಾಂಗ್ರೆಸ್ ಮತ್ತೆ ಅಧಿಕಾರಕ್ಕೆ ಬರಲಿದೆ ಎಂದರು. ಕ್ಷೇತ್ರದ ಅಭ್ಯರ್ಥಿ ಕೆ. ವೆಂಕಟೇಶ್ ಹಾಗೂ ಇತರ ಮುಖಂಡರು ಉಪಸ್ಥಿತರಿದ್ದರು.	[1111, 1701, 1296, 2031]
masthead-date: ಶನಿವಾರ 28 ಏಪ್ರಿಲ್ 2018	[130, 102, 318, 124]
rahul-gandhi-photo	[1111, 1513, 1296, 1692]
black-mark-icon	[178, 2213, 187, 2221]
story5-headline2: ಚುನಾವಣಾ ವೀಕ್ಷಕರ ಸಭೆ	[286, 1447, 760, 1516]
story7-headline1: ಪ್ರಧಾನಿ ನರೇಂದ್ರ ಮೋದಿಗೆ ಭ್ರಷ್ಟಾಚಾರದ ಬಗ್ಗೆ	[1035, 1400, 1381, 1428]
story1-body-right: ಗೋಣಿಕೊಪ್ಪದ ದಸರಾ ಮೈದಾನದಲ್ಲಿ ಕಾಂಗ್ರೆಸ್ ಅಭ್ಯರ್ಥಿ ಪರ ಪ್ರಚಾರ ಸಭೆಯಲ್ಲಿ ಮಾತನಾಡಿದ ಅವರು, ಕೊಡಗಿನ ಜನತೆ ಶಾಂತಿಪ್ರಿಯರು. ಪ್ರಧಾನಿ ನರೇಂದ್ರ ಮೋದಿ ನುಡಿದಂತೆ ನಡೆದಿಲ್ಲ. ಕಪ್ಪು ಹಣ ವಾಪಸ್ ತರುವುದಾಗಿ ಹೇಳಿದ್ದರು. ರೈತರ ಸಾಲ ಮನ್ನಾ ಮಾಡುವ ಬಗ್ಗೆ ಯಾವುದೇ ಕ್ರಮ ಕೈಗೊಂಡಿಲ್ಲ. ಯುವಕರಿಗೆ ಉದ್ಯೋಗ ಸೃಷ್ಟಿಸುವ ಭರವಸೆ ಈಡೇರಿಲ್ಲ. ಕಾಂಗ್ರೆಸ್ ಸರ್ಕಾರ ಬಡವರ ಪರವಾಗಿ ಕೆಲಸ ಮಾಡಿದೆ ಎಂದು ಹೇಳಿದರು. ಮುಖ್ಯಮಂತ್ರಿ ಸಿದ್ದರಾಮಯ್ಯ ಅವರ ನೇತೃತ್ವದಲ್ಲಿ ರಾಜ್ಯದಲ್ಲಿ ಅನೇಕ	[972, 696, 1130, 921]
masthead-rule-left	[130, 131, 611, 135]
story6-body-right: ಮಡಿಕೇರಿ, ಏ.27- ಈ ಬಾರಿಯ ಚುನಾವಣೆಯಲ್ಲಿ ಜಾತ್ಯಾತೀತ ಮತಗಳ ವಿಭಜನೆ ತಪ್ಪಿಸುವ ಉದ್ದೇಶದಿಂದ ಮಡಿಕೇರಿ ಕ್ಷೇತ್ರದಿಂದ ಸಲ್ಲಿಸಿದ್ದ ನಾಮಪತ್ರವನ್ನು ಹಿಂದಕ್ಕೆ ಪಡೆದಿರುವುದಾಗಿ ನಾಪಂಡ ಮುತ್ತಪ್ಪ ತಿಳಿಸಿದ್ದಾರೆ. ಕಾಂಗ್ರೆಸ್ ಪಕ್ಷದ ಮುಖಂಡರ ಮನವಿ ಮೇರೆಗೆ ಈ ನಿರ್ಧಾರ ಕೈಗೊಂಡಿದ್ದು, ಪಕ್ಷದ ಅಭ್ಯರ್ಥಿ ಗೆಲುವಿಗೆ ಶ್ರಮಿಸುವುದಾಗಿ ಅವರು ಹೇಳಿದರು. ಕ್ಷೇತ್ರದಲ್ಲಿ ಕಾಂಗ್ರೆಸ್ ಪಕ್ಷ ಗೆಲುವು ಸಾಧಿಸುವುದು ನಿಶ್ಚಿತ. ಕಾರ್ಯಕರ್ತರು ಒಗ್ಗಟ್ಟಿನಿಂದ ಕೆಲಸ ಮಾಡಬೇಕು ಎಂದು ಕರೆ ನೀಡಿದರು. ಪಕ್ಷದ ಹಿರಿಯ ಮುಖಂಡರು ಈ ಸಂದರ್ಭ ಉಪಸ್ಥಿತರಿದ್ದರು.	[565, 1941, 907, 2061]
magenta-mark-icon	[152, 2213, 161, 2221]
story1-caption: ಗೋಣಿಕೊಪ್ಪದಲ್ಲಿ ಹಮ್ಮಿಕೊಂಡ ಕಾಂಗ್ರೆಸ್ ಪ್ರಚಾರ ಸಭೆಯಲ್ಲಿ ಪಾಲ್ಗೊಂಡ ಎಐಸಿಸಿ ಅಧ್ಯಕ್ಷ ರಾಹುಲ್ ಗಾಂಧಿ ಅವರಿಗೆ ಎಐಸಿಸಿ ಮಹಿಳಾ ಅಧ್ಯಕ್ಷೆ ಅವರು 'ಬೇಟಿ ಕೃತಿ' ನೀಡಿ ಗೌರವಿಸಿದರು. ಚಿತ್ರದಲ್ಲಿ ಸಿಎಂ ಸಿದ್ದರಾಮಯ್ಯ, ಕಾಂಗ್ರೆಸ್ ಉಸ್ತುವಾರಿ ಕೆ.ಸಿ. ವೇಣುಗೋಪಾಲ್, ಕೆಪಿಸಿಸಿ ಅಧ್ಯಕ್ಷ ಡಾ. ಜಿ. ಪರಮೇಶ್ವರ್ ಮತ್ತಿತರರು ಇದ್ದಾರೆ.	[333, 705, 948, 734]
arun-machaiah-portrait	[1362, 376, 1481, 523]
story1-headline: ಗೋಣಿಕೊಪ್ಪದಲ್ಲಿ ರಾಹುಲ್ ಗಾಂಧಿ ವಾಗ್ದಾಳಿ	[282, 233, 1003, 293]
story4-headline: ಮಡಿಕೇರಿಯಲ್ಲಿ 11, ವಿರಾಜಪೇಟೆಯಲ್ಲಿ 6 ಮಂದಿ ಕಣದಲ್ಲಿ	[917, 943, 1379, 971]
yellow-mark-icon	[165, 2213, 174, 2221]
